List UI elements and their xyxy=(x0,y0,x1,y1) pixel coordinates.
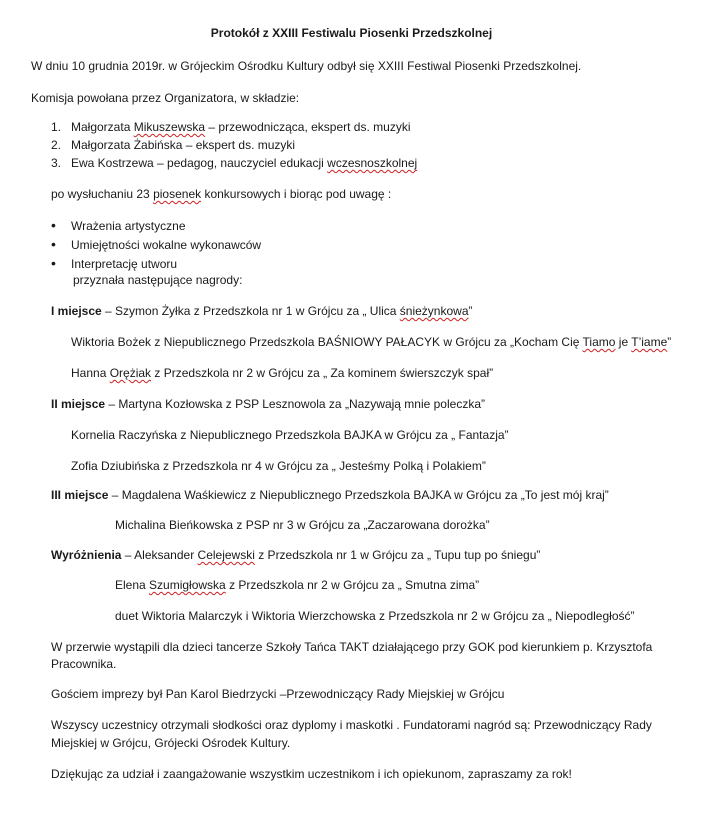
honorable-winner: Wyróżnienia – Aleksander Celejewski z Przedszkola nr 1 w Grójcu za „ Tupu tup po śniegu” xyxy=(51,548,541,562)
gifts-paragraph: Wszyscy uczestnicy otrzymali słodkości oraz dyplomy i maskotki . Fundatorami nagród są: Przewodniczący Rady xyxy=(51,718,652,732)
committee-item xyxy=(51,120,410,135)
document-title: Protokół z XXIII Festiwalu Piosenki Przedszkolnej xyxy=(210,26,493,40)
place-label: Wyróżnienia xyxy=(51,548,122,562)
list-number: 2. xyxy=(51,138,62,152)
spellcheck-word: Tiamo xyxy=(582,335,616,349)
spellcheck-word: Celejewski xyxy=(197,548,255,562)
spellcheck-word: piosenek xyxy=(153,187,202,201)
committee-intro: Komisja powołana przez Organizatora, w składzie: xyxy=(31,91,300,105)
spellcheck-word: śnieżynkowa xyxy=(399,304,469,318)
listening-text: konkursowych i biorąc pod uwagę : xyxy=(201,187,392,201)
committee-item xyxy=(51,156,417,171)
place-2-entry: Kornelia Raczyńska z Niepublicznego Przedszkola BAJKA w Grójcu za „ Fantazja” xyxy=(71,428,509,442)
listening-text: po wysłuchaniu 23 xyxy=(51,187,154,201)
intro-paragraph: W dniu 10 grudnia 2019r. w Grójeckim Ośrodku Kultury odbył się XXIII Festiwal Piosenki Przedszkolnej. xyxy=(31,59,582,73)
committee-item xyxy=(51,138,295,153)
bullet-icon: • xyxy=(51,217,56,233)
committee-text: Małgorzata xyxy=(71,120,134,134)
list-number: 1. xyxy=(51,120,62,134)
honorable-entry: Elena Szumigłowska z Przedszkola nr 2 w Grójcu za „ Smutna zima” xyxy=(115,578,480,592)
committee-text: Ewa Kostrzewa – pedagog, nauczyciel edukacji xyxy=(71,156,328,170)
criteria-item: • Interpretację utworu xyxy=(51,255,178,271)
place-1-winner: I miejsce – Szymon Żyłka z Przedszkola nr 1 w Grójcu za „ Ulica śnieżynkowa” xyxy=(51,304,473,318)
thanks-paragraph: Dziękując za udział i zaangażowanie wszystkim uczestnikom i ich opiekunom, zapraszamy za rok! xyxy=(51,767,572,781)
place-1-entry: Wiktoria Bożek z Niepublicznego Przedszkola BAŚNIOWY PAŁACYK w Grójcu za „Kocham Cię Tiamo je T’iame” xyxy=(71,335,672,349)
gifts-paragraph: Miejskiej w Grójcu, Grójecki Ośrodek Kultury. xyxy=(51,736,291,750)
place-2-entry: Zofia Dziubińska z Przedszkola nr 4 w Grójcu za „ Jesteśmy Polką i Polakiem” xyxy=(71,459,486,473)
place-3-entry: Michalina Bieńkowska z PSP nr 3 w Grójcu za „Zaczarowana dorożka” xyxy=(115,518,490,532)
spellcheck-word: Mikuszewska xyxy=(133,120,206,134)
place-2-winner: II miejsce – Martyna Kozłowska z PSP Lesznowola za „Nazywają mnie poleczka” xyxy=(51,397,485,411)
break-paragraph: Pracownika. xyxy=(51,657,117,671)
spellcheck-word: T’iame xyxy=(631,335,668,349)
place-label: III miejsce xyxy=(51,488,109,502)
listening-paragraph xyxy=(51,187,391,202)
place-1-entry: Hanna Orężiak z Przedszkola nr 2 w Grójcu za „ Za kominem świerszczyk spał” xyxy=(71,366,494,380)
place-3-winner: III miejsce – Magdalena Waśkiewicz z Niepublicznego Przedszkola BAJKA w Grójcu za „To jest mój kraj” xyxy=(51,488,609,502)
list-number: 3. xyxy=(51,156,62,170)
bullet-icon: • xyxy=(51,255,56,271)
awarded-text: przyznała następujące nagrody: xyxy=(73,273,243,287)
guest-paragraph: Gościem imprezy był Pan Karol Biedrzycki –Przewodniczący Rady Miejskiej w Grójcu xyxy=(51,687,505,701)
criteria-item: • Umiejętności wokalne wykonawców xyxy=(51,236,262,252)
spellcheck-word: Szumigłowska xyxy=(149,578,226,592)
break-paragraph: W przerwie wystąpili dla dzieci tancerze Szkoły Tańca TAKT działającego przy GOK pod kierunkiem p. Krzysztofa xyxy=(51,640,653,654)
criteria-item: • Wrażenia artystyczne xyxy=(51,217,186,233)
spellcheck-word: wczesnoszkolnej xyxy=(327,156,418,170)
spellcheck-word: Orężiak xyxy=(109,366,152,380)
place-label: I miejsce xyxy=(51,304,102,318)
committee-text: Małgorzata Żabińska – ekspert ds. muzyki xyxy=(71,138,296,152)
committee-text: – przewodnicząca, ekspert ds. muzyki xyxy=(205,120,411,134)
place-label: II miejsce xyxy=(51,397,106,411)
honorable-entry: duet Wiktoria Malarczyk i Wiktoria Wierzchowska z Przedszkola nr 2 w Grójcu za „ Niepodległość” xyxy=(115,609,635,623)
bullet-icon: • xyxy=(51,236,56,252)
